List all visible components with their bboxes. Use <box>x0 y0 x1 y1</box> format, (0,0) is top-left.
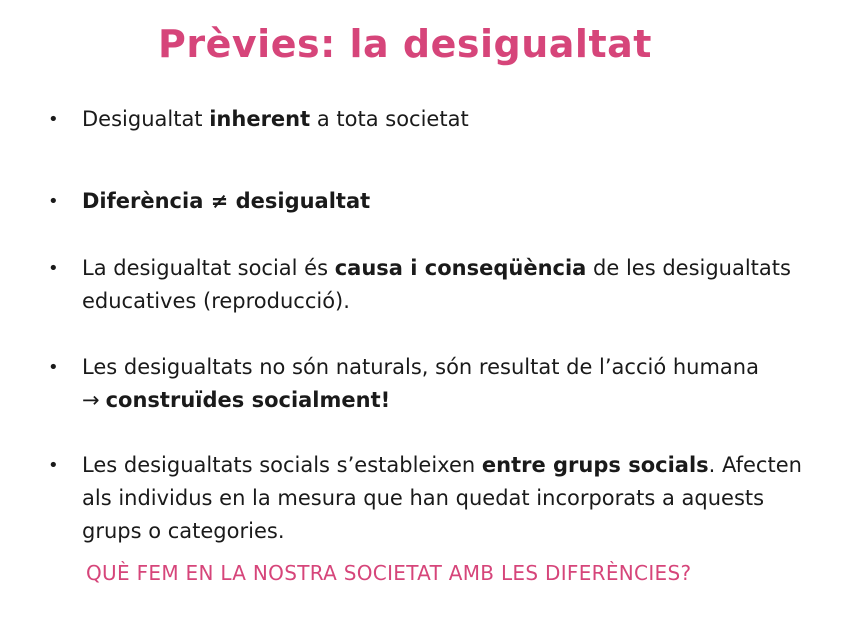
arrow-right-icon: → <box>82 388 100 412</box>
bullet-text: Les desigualtats socials s’estableixen entre grups socials. Afecten als individus en la mesura que han quedat incorporats a aquests grups o categories. <box>82 453 802 543</box>
bullet-dot: • <box>48 357 59 378</box>
bullet-dot: • <box>48 455 59 476</box>
bullet-item <box>48 252 808 318</box>
closing-question: QUÈ FEM EN LA NOSTRA SOCIETAT AMB LES DIFERÈNCIES? <box>86 561 692 585</box>
bullet-text: La desigualtat social és causa i conseqüència de les desigualtats educatives (reproducció). <box>82 256 791 313</box>
bullet-text: Les desigualtats no són naturals, són resultat de l’acció humana → construïdes socialment! <box>82 355 759 412</box>
bullet-dot: • <box>48 191 59 212</box>
bullet-item <box>48 351 808 417</box>
bullet-item <box>48 449 808 548</box>
bullet-item <box>48 185 808 218</box>
bullet-text: Desigualtat inherent a tota societat <box>82 107 469 131</box>
bullet-item <box>48 103 808 136</box>
slide-title: Prèvies: la desigualtat <box>158 22 652 66</box>
bullet-dot: • <box>48 258 59 279</box>
bullet-dot: • <box>48 109 59 130</box>
bullet-text: Diferència ≠ desigualtat <box>82 189 371 213</box>
